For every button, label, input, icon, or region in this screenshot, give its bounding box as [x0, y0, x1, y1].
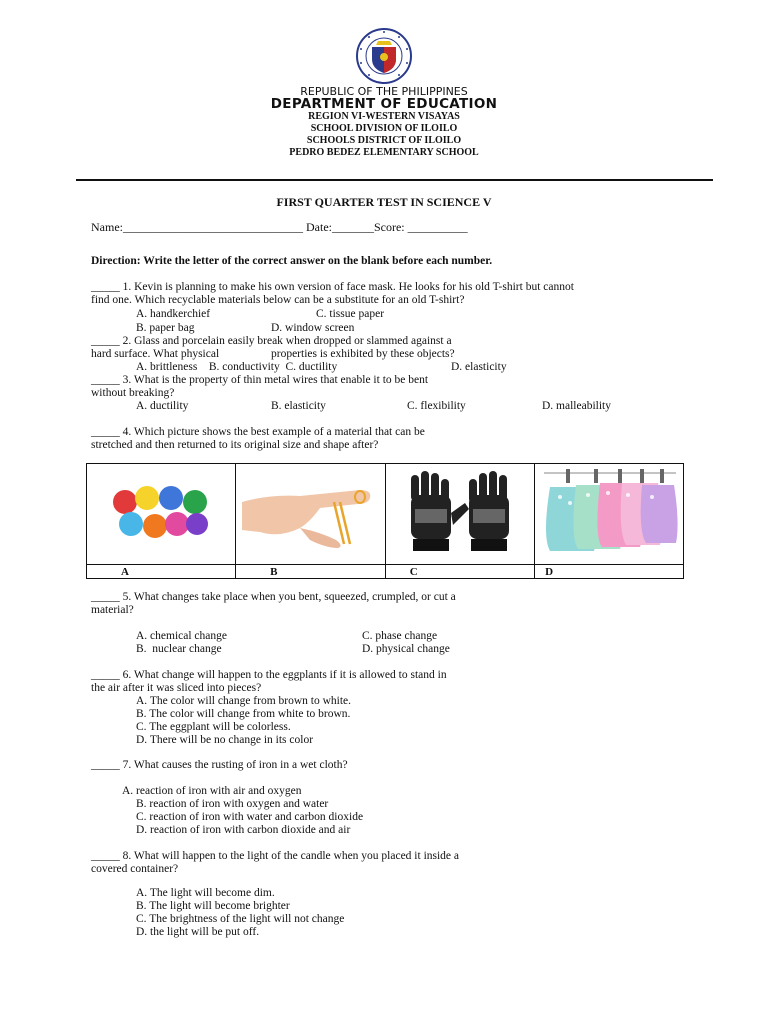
q3-option-b: B. elasticity — [271, 400, 326, 412]
q3-option-a: A. ductility — [136, 400, 189, 412]
test-title: FIRST QUARTER TEST IN SCIENCE V — [276, 195, 492, 209]
q8-option-a: A. The light will become dim. — [136, 887, 275, 899]
q5-option-d: D. physical change — [362, 643, 450, 655]
picture-label-c: C — [385, 565, 534, 579]
q5-option-a: A. chemical change — [136, 630, 227, 642]
district-heading: SCHOOLS DISTRICT OF ILOILO — [306, 135, 462, 146]
gloves-image — [395, 469, 525, 555]
q2-options-abc: A. brittleness B. conductivity C. ductility — [136, 361, 338, 373]
q7-option-c: C. reaction of iron with water and carbon dioxide — [136, 811, 364, 823]
q7-option-d: D. reaction of iron with carbon dioxide and air — [136, 824, 351, 836]
republic-heading: REPUBLIC OF THE PHILIPPINES — [300, 85, 468, 98]
question-7-stem: _____ 7. What causes the rusting of iron in a wet cloth? — [91, 759, 348, 771]
rubber-band-hand-image — [240, 472, 380, 552]
picture-d-towels-cell — [535, 464, 684, 565]
q5-option-b: B. nuclear change — [136, 643, 222, 655]
q6-option-a: A. The color will change from brown to white. — [136, 695, 352, 707]
question-8-stem-cont: covered container? — [91, 863, 179, 875]
name-date-score-line: Name:______________________________ Date:_______Score: __________ — [91, 220, 468, 234]
department-heading: DEPARTMENT OF EDUCATION — [270, 96, 498, 112]
region-heading: REGION VI-WESTERN VISAYAS — [308, 111, 460, 122]
q4-picture-table — [86, 463, 684, 579]
question-2-stem-cont-a: hard surface. What physical — [91, 348, 220, 360]
question-6-stem-cont: the air after it was sliced into pieces? — [91, 682, 262, 694]
question-5-stem: _____ 5. What changes take place when you bent, squeezed, crumpled, or cut a — [91, 591, 456, 603]
q5-option-c: C. phase change — [362, 630, 438, 642]
question-3-stem: _____ 3. What is the property of thin metal wires that enable it to be bent — [91, 374, 429, 386]
header-divider — [76, 179, 713, 181]
picture-a-clay-cell — [87, 464, 236, 565]
question-6-stem: _____ 6. What change will happen to the eggplants if it is allowed to stand in — [91, 669, 447, 681]
q6-option-c: C. The eggplant will be colorless. — [136, 721, 291, 733]
question-3-stem-cont: without breaking? — [91, 387, 175, 399]
q2-option-d: D. elasticity — [451, 361, 507, 373]
question-1-stem: _____ 1. Kevin is planning to make his own version of face mask. He looks for his old T-shirt but cannot — [91, 281, 574, 293]
question-1-stem-cont: find one. Which recyclable materials below can be a substitute for an old T-shirt? — [91, 294, 465, 306]
direction-text: Direction: Write the letter of the correct answer on the blank before each number. — [91, 255, 493, 267]
q8-option-c: C. The brightness of the light will not change — [136, 913, 345, 925]
question-4-stem-cont: stretched and then returned to its original size and shape after? — [91, 439, 379, 451]
q6-option-b: B. The color will change from white to brown. — [136, 708, 351, 720]
deped-seal-logo — [354, 27, 414, 85]
hanging-towels-image — [536, 467, 682, 557]
q1-option-c: C. tissue paper — [316, 308, 385, 320]
question-4-stem: _____ 4. Which picture shows the best example of a material that can be — [91, 426, 425, 438]
school-heading: PEDRO BEDEZ ELEMENTARY SCHOOL — [289, 147, 479, 158]
q1-option-a: A. handkerchief — [136, 308, 211, 320]
division-heading: SCHOOL DIVISION OF ILOILO — [310, 123, 458, 134]
question-2-stem-cont-b: properties is exhibited by these objects? — [271, 348, 455, 360]
q1-option-b: B. paper bag — [136, 322, 195, 334]
picture-c-gloves-cell — [385, 464, 534, 565]
clay-balls-image — [111, 480, 211, 544]
picture-label-d: D — [535, 565, 684, 579]
question-8-stem: _____ 8. What will happen to the light of the candle when you placed it inside a — [91, 850, 460, 862]
picture-label-a: A — [87, 565, 236, 579]
picture-label-b: B — [236, 565, 386, 579]
q7-option-b: B. reaction of iron with oxygen and water — [136, 798, 329, 810]
picture-b-rubber-band-cell — [236, 464, 386, 565]
q3-option-c: C. flexibility — [407, 400, 466, 412]
q1-option-d: D. window screen — [271, 322, 355, 334]
q7-option-a: A. reaction of iron with air and oxygen — [122, 785, 302, 797]
q6-option-d: D. There will be no change in its color — [136, 734, 314, 746]
question-5-stem-cont: material? — [91, 604, 134, 616]
q8-option-b: B. The light will become brighter — [136, 900, 290, 912]
question-2-stem: _____ 2. Glass and porcelain easily break when dropped or slammed against a — [91, 335, 452, 347]
q3-option-d: D. malleability — [542, 400, 611, 412]
q8-option-d: D. the light will be put off. — [136, 926, 260, 938]
